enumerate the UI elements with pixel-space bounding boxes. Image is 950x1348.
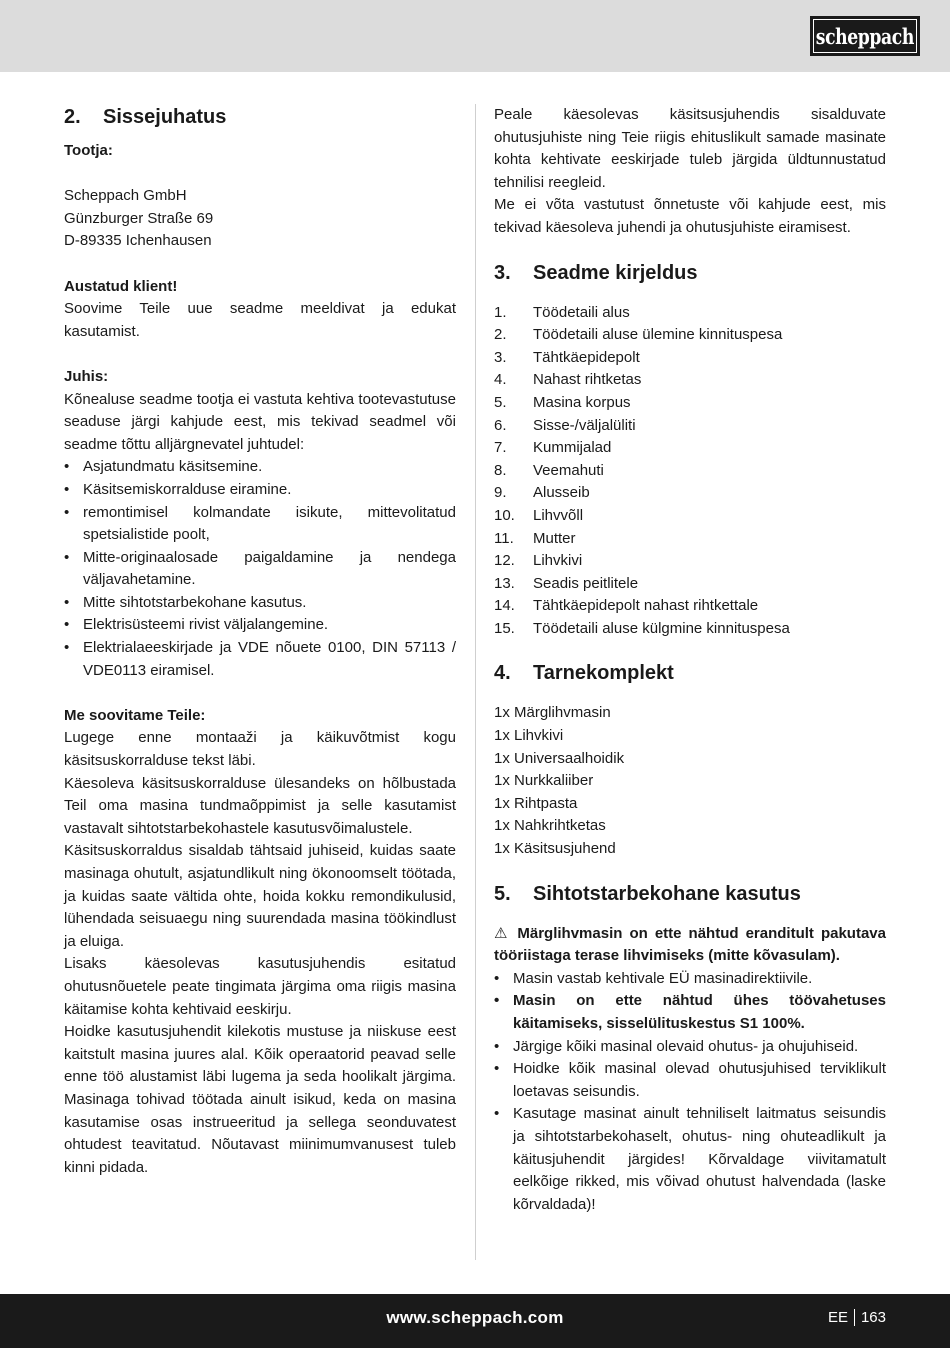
recommendation-heading: Me soovitame Teile: [64, 706, 206, 724]
list-item: • Järgige kõiki masinal olevaid ohutus- ja ohujuhiseid. [494, 1036, 886, 1059]
language-code: EE [827, 1309, 848, 1326]
list-item: 1. Töödetaili alus [494, 303, 630, 321]
section-title: Sissejuhatus [103, 106, 227, 128]
paragraph: Lisaks käesolevas kasutusjuhendis esitatud ohutusnõuetele peate tingimata järgima oma riigis masina käitamise kohta kehtivaid eeskirju. [64, 955, 456, 1018]
header-band [0, 0, 950, 72]
footer-website: www.scheppach.com [386, 1308, 564, 1327]
address-line: D-89335 Ichenhausen [64, 232, 212, 250]
paragraph: Lugege enne montaaži ja käikuvõtmist kogu käsitsuskorralduse tekst läbi. [64, 729, 456, 770]
section-number: 3. [494, 261, 511, 284]
note-heading: Juhis: [64, 367, 109, 385]
list-item: • remontimisel kolmandate isikute, mittevolitatud spetsialistide poolt, [64, 502, 456, 547]
manufacturer-address [64, 185, 456, 253]
list-item: • Kasutage masinat ainult tehniliselt laitmatus seisundis ja sihtotstarbekohaselt, ohutus- ning ohuteadlikult ja käitusjuhendit järgides! Kõrvaldage viivitamatult eelkõige rikked, mis võivad ohutust halvendada (laske kõrvaldada)! [494, 1103, 886, 1216]
section-number: 4. [494, 662, 511, 685]
list-item: 11. Mutter [494, 529, 576, 547]
list-item: 5. Masina korpus [494, 393, 631, 411]
list-item: 7. Kummijalad [494, 439, 612, 457]
paragraph: Käsitsuskorraldus sisaldab tähtsaid juhiseid, kuidas saate masinaga ohutult, asjatundlikult ning ökonoomselt töötada, ja kuidas saate vältida ohte, hoida kokku remondikulusid, lühendada seisuaegu ning suurendada masina töökindlust ja eluiga. [64, 842, 456, 950]
list-item: 3. Tähtkäepidepolt [494, 348, 640, 366]
list-item: 13. Seadis peitlitele [494, 574, 639, 592]
left-column [64, 104, 456, 1179]
section-3-heading [494, 260, 886, 286]
address-line: Scheppach GmbH [64, 187, 187, 205]
address-line: Günzburger Straße 69 [64, 209, 214, 227]
list-item: 1x Märglihvmasin [494, 704, 611, 722]
greeting-text: Soovime Teile uue seadme meeldivat ja edukat kasutamist. [64, 300, 456, 340]
list-item: 1x Käsitsusjuhend [494, 840, 616, 858]
logo-text: scheppach [815, 23, 915, 49]
list-item: 2. Töödetaili aluse ülemine kinnituspesa [494, 326, 783, 344]
delivery-list [494, 702, 886, 860]
separator [854, 1309, 855, 1326]
manufacturer-label: Tootja: [64, 142, 113, 159]
list-item: • Elektrialaeeskirjade ja VDE nõuete 0100, DIN 57113 / VDE0113 eiramisel. [64, 637, 456, 682]
section-2-heading [64, 104, 456, 130]
list-item: 6. Sisse-/väljalüliti [494, 416, 636, 434]
list-item: 12. Lihvkivi [494, 552, 583, 570]
section-number: 2. [64, 106, 81, 128]
section-title: Sihtotstarbekohane kasutus [533, 882, 801, 905]
list-item: 8. Veemahuti [494, 461, 604, 479]
section-5-heading [494, 881, 886, 907]
paragraph: Peale käesolevas käsitsusjuhendis sisalduvate ohutusjuhiste ning Teie riigis ehituslikult samade masinate kohta kehtivate eeskirjade tuleb järgida üldtunnustatud tehnilisi reegleid. [494, 106, 886, 191]
list-item: • Mitte sihtotstarbekohane kasutus. [64, 592, 456, 615]
section-title: Seadme kirjeldus [533, 261, 698, 284]
list-item: 15. Töödetaili aluse külgmine kinnituspesa [494, 619, 790, 637]
intended-use-list [494, 968, 886, 1217]
list-item: • Mitte-originaalosade paigaldamine ja nendega väljavahetamine. [64, 547, 456, 592]
list-item: • Käsitsemiskorralduse eiramine. [64, 479, 456, 502]
list-item: • Elektrisüsteemi rivist väljalangemine. [64, 614, 456, 637]
list-item: 1x Lihvkivi [494, 727, 564, 745]
list-item: 1x Universaalhoidik [494, 749, 625, 767]
list-item: 9. Alusseib [494, 484, 590, 502]
paragraph: Me ei võta vastutust õnnetuste või kahjude eest, mis tekivad käesoleva juhendi ja ohutusjuhiste eiramisest. [494, 196, 886, 236]
paragraph: Hoidke kasutusjuhendit kilekotis mustuse ja niiskuse eest kaitstult masina juures alal. Kõik operaatorid peavad selle enne töö alustamist läbi lugema ja seda hoolikalt järgima. Masinaga tohivad töötada ainult isikud, keda on masina kasutamise osas instrueeritud ja sellega seonduvatest ohtudest teavitatud. Nõutavast miinimumvanusest tuleb kinni pidada. [64, 1023, 456, 1176]
intended-use-warning: ⚠ Märglihvmasin on ette nähtud eranditult pakutava tööriistaga terase lihvimiseks (mitte kõvasulam). [494, 924, 886, 965]
parts-list [494, 302, 886, 641]
list-item: • Masin vastab kehtivale EÜ masinadirektiivile. [494, 968, 886, 991]
right-column [494, 104, 886, 1216]
list-item: • Masin on ette nähtud ühes töövahetuses käitamiseks, sisselülituskestus S1 100%. [494, 990, 886, 1035]
section-4-heading [494, 660, 886, 686]
list-item: 1x Nurkkaliiber [494, 772, 594, 790]
list-item: • Hoidke kõik masinal olevad ohutusjuhised terviklikult loetavas seisundis. [494, 1058, 886, 1103]
column-divider [475, 104, 476, 1260]
section-number: 5. [494, 882, 511, 905]
list-item: 1x Rihtpasta [494, 794, 578, 812]
list-item: 14. Tähtkäepidepolt nahast rihtkettale [494, 597, 759, 615]
page-number: 163 [860, 1309, 886, 1326]
greeting-heading: Austatud klient! [64, 277, 178, 295]
list-item: • Asjatundmatu käsitsemine. [64, 456, 456, 479]
list-item: 4. Nahast rihtketas [494, 371, 642, 389]
list-item: 10. Lihvvõll [494, 506, 584, 524]
list-item: 1x Nahkrihtketas [494, 817, 606, 835]
scheppach-logo [810, 16, 920, 56]
page-indicator [828, 1309, 886, 1326]
liability-exclusion-list [64, 456, 456, 682]
note-text: Kõnealuse seadme tootja ei vastuta kehtiva tootevastutuse seaduse järgi kahjude eest, mis tekivad seadmel või seadme tõttu alljärgnevatel juhtudel: [64, 390, 456, 453]
section-title: Tarnekomplekt [533, 662, 674, 685]
footer-band [0, 1294, 950, 1348]
paragraph: Käesoleva käsitsuskorralduse ülesandeks on hõlbustada Teil oma masina tundmaõppimist ja selle kasutamist vastavalt sihtotstarbekohastele kasutusvõimalustele. [64, 774, 456, 837]
